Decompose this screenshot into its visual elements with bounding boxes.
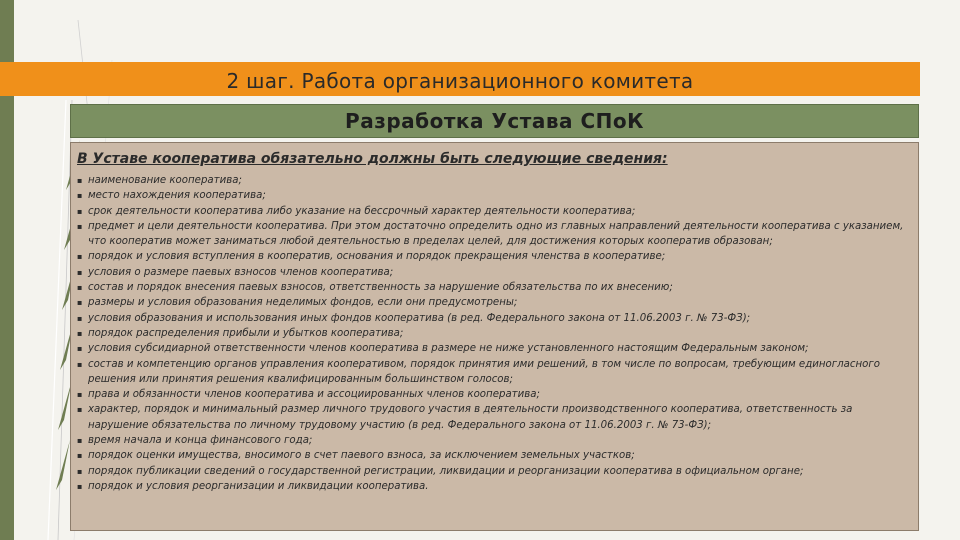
content-heading: В Уставе кооператива обязательно должны быть следующие сведения:: [77, 151, 668, 167]
requirements-list: [77, 173, 912, 494]
list-item: ▪ состав и компетенцию органов управления кооперативом, порядок принятия ими решений, в том числе по вопросам, требующим единогласного решения или принятия решения квалифицированным большинством голосов;: [77, 357, 912, 388]
list-item: ▪ права и обязанности членов кооператива и ассоциированных членов кооператива;: [77, 387, 912, 402]
list-item: ▪ время начала и конца финансового года;: [77, 433, 912, 448]
slide-subtitle: Разработка Устава СПоК: [345, 109, 644, 133]
list-item: ▪ условия о размере паевых взносов членов кооператива;: [77, 265, 912, 280]
content-panel: [70, 142, 919, 531]
list-item: ▪ порядок оценки имущества, вносимого в счет паевого взноса, за исключением земельных участков;: [77, 448, 912, 463]
list-item: ▪ срок деятельности кооператива либо указание на бессрочный характер деятельности кооператива;: [77, 204, 912, 219]
list-item: ▪ порядок и условия реорганизации и ликвидации кооператива.: [77, 479, 912, 494]
list-item: ▪ порядок и условия вступления в кооператив, основания и порядок прекращения членства в кооперативе;: [77, 249, 912, 264]
list-item: ▪ место нахождения кооператива;: [77, 188, 912, 203]
list-item: ▪ состав и порядок внесения паевых взносов, ответственность за нарушение обязательства по их внесению;: [77, 280, 912, 295]
list-item: ▪ порядок публикации сведений о государственной регистрации, ликвидации и реорганизации кооператива в официальном органе;: [77, 464, 912, 479]
list-item: ▪ условия субсидиарной ответственности членов кооператива в размере не ниже установленного настоящим Федеральным законом;: [77, 341, 912, 356]
list-item: ▪ условия образования и использования иных фондов кооператива (в ред. Федерального закона от 11.06.2003 г. № 73-ФЗ);: [77, 311, 912, 326]
list-item: ▪ наименование кооператива;: [77, 173, 912, 188]
list-item: ▪ размеры и условия образования неделимых фондов, если они предусмотрены;: [77, 295, 912, 310]
list-item: ▪ порядок распределения прибыли и убытков кооператива;: [77, 326, 912, 341]
slide-title: 2 шаг. Работа организационного комитета: [226, 69, 694, 93]
list-item: ▪ характер, порядок и минимальный размер личного трудового участия в деятельности производственного кооператива, ответственность за нарушение обязательства по личному трудовому участию (в ред. Федерального закона от 11.06.2003 г. № 73-ФЗ);: [77, 402, 912, 433]
list-item: ▪ предмет и цели деятельности кооператива. При этом достаточно определить одно из главных направлений деятельности кооператива с указанием, что кооператив может заниматься любой деятельностью в пределах целей, для достижения которых кооператив образован;: [77, 219, 912, 250]
